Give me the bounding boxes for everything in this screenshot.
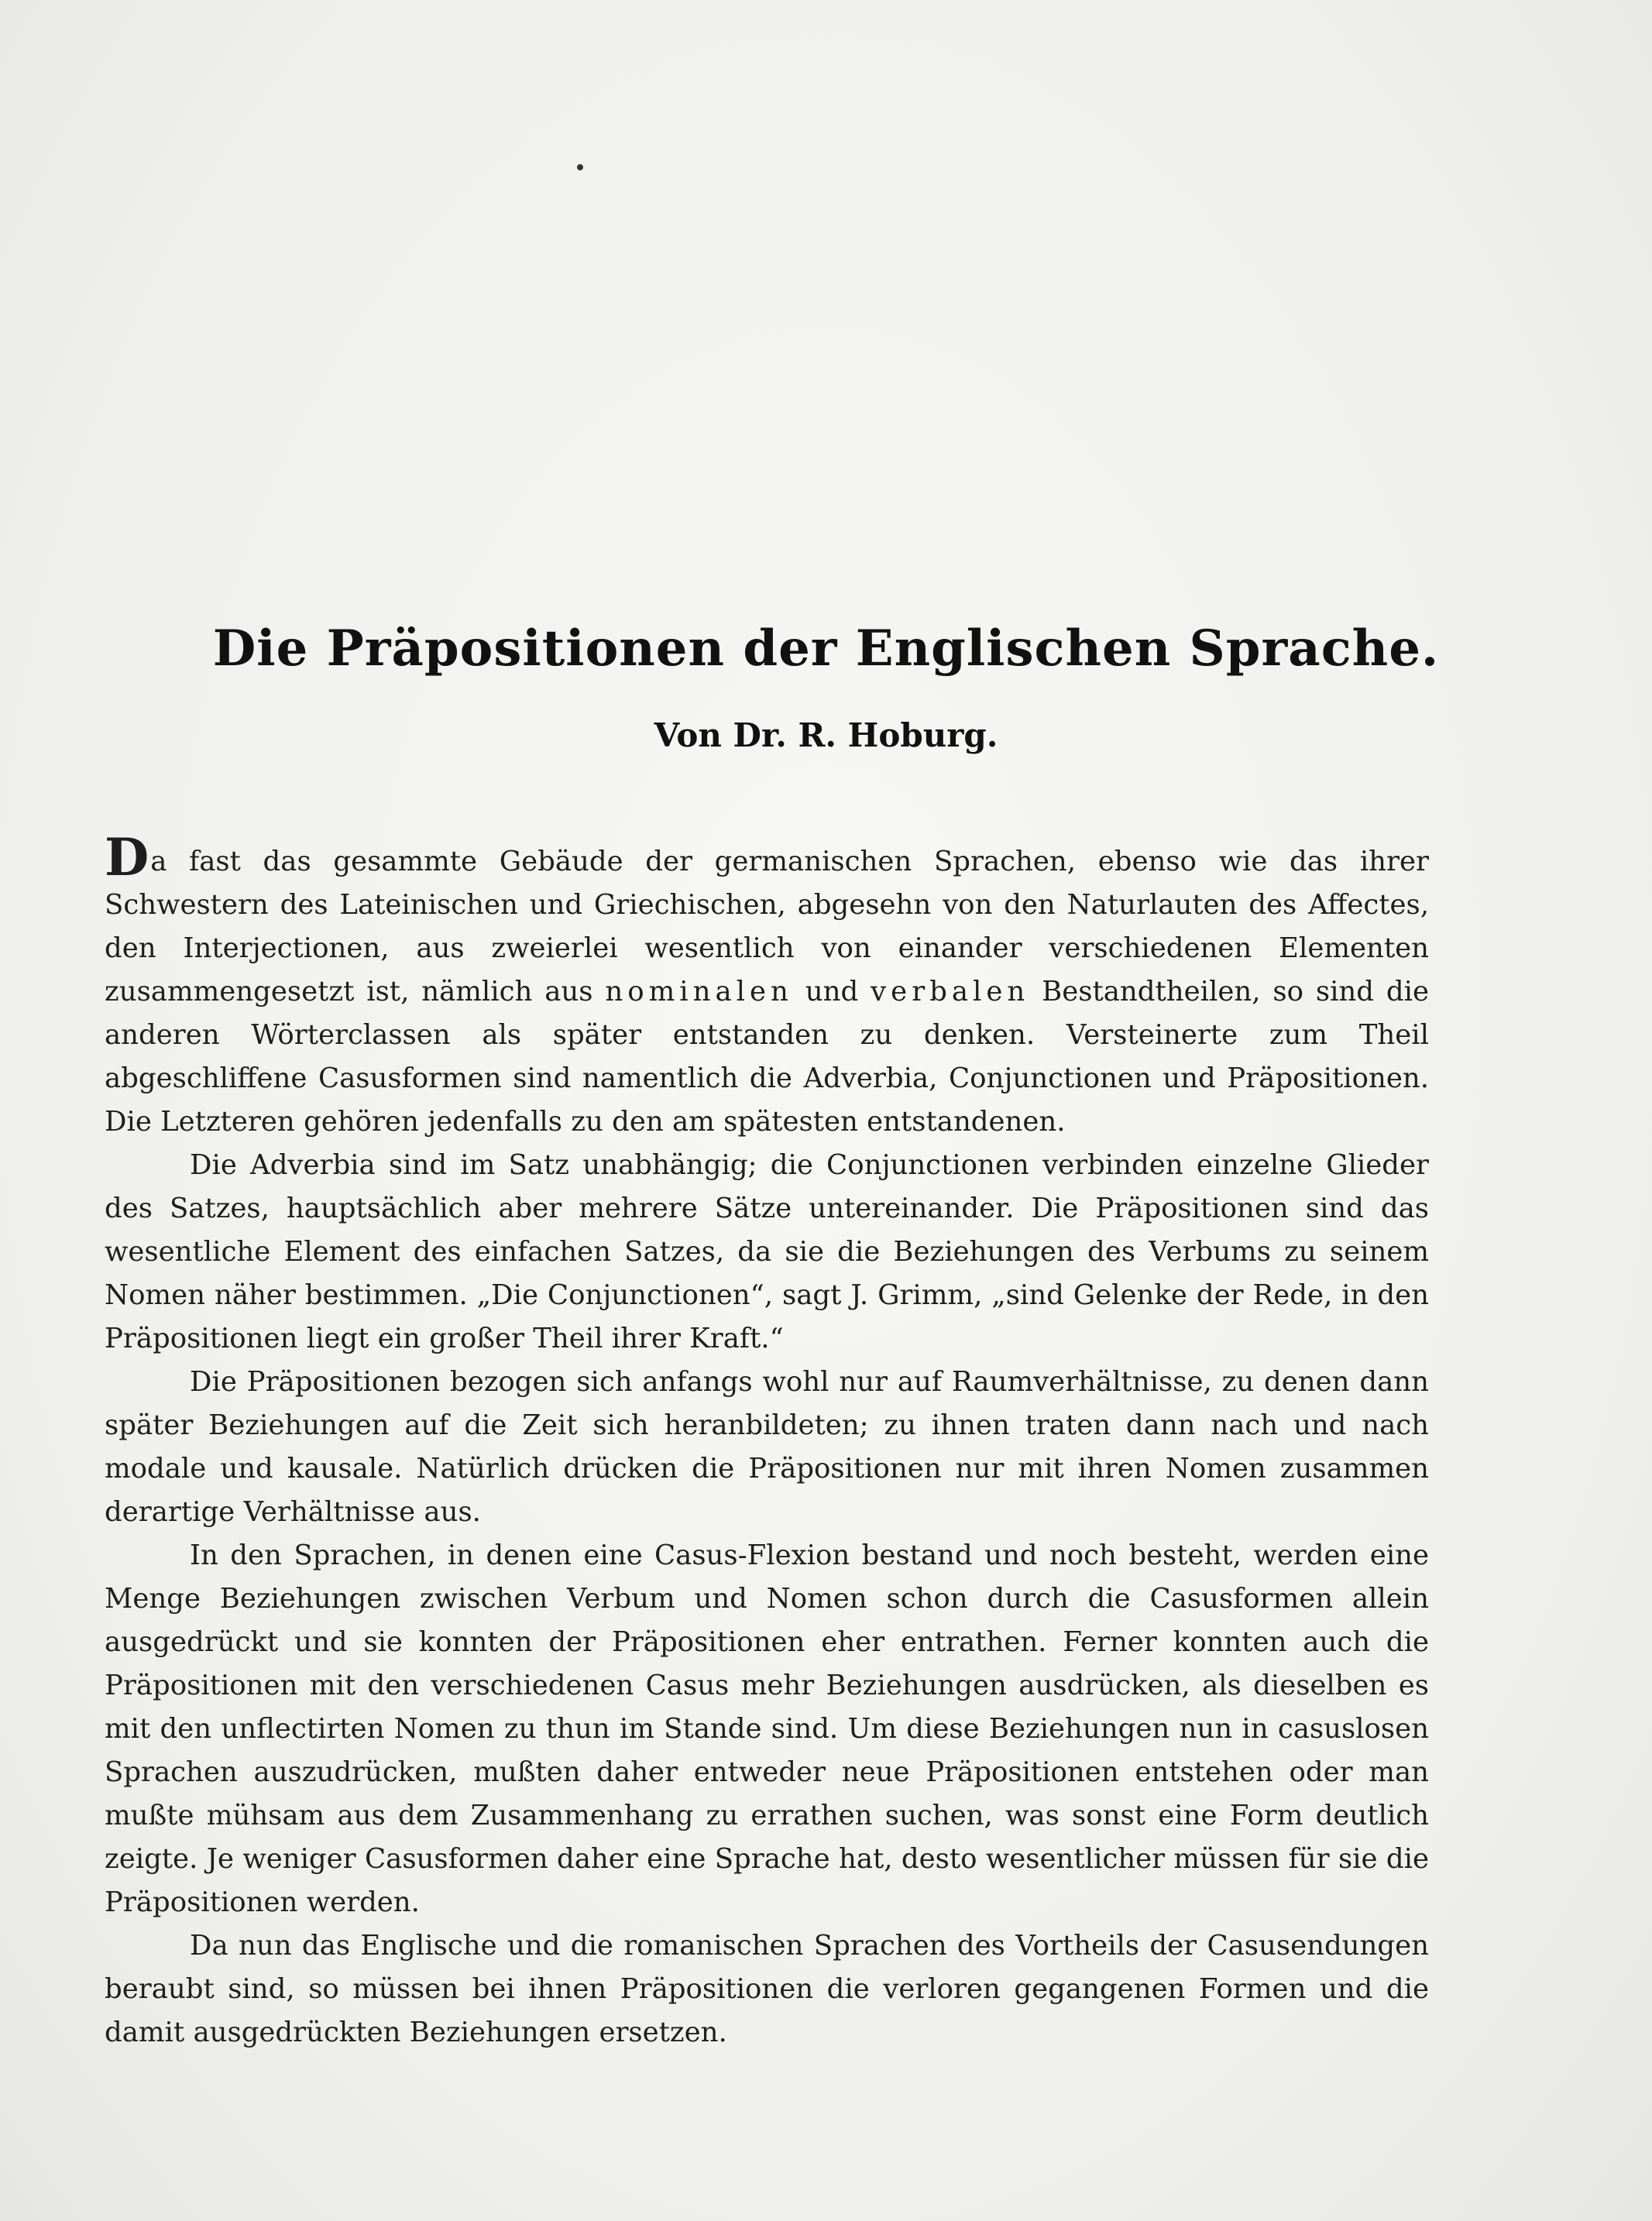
paragraph-1-rest: Bestandtheilen, so sind die anderen Wörterclassen als später entstanden zu denken. Versteinerte zum Theil abgeschliffene Casusformen sind namentlich die Adverbia, Conjunctionen und Präpositionen. Die Letzteren gehören jedenfalls zu den am spätesten entstandenen.: [105, 976, 1429, 1138]
paragraph-4: In den Sprachen, in denen eine Casus-Flexion bestand und noch besteht, werden eine Menge Beziehungen zwischen Verbum und Nomen schon durch die Casusformen allein ausgedrückt und sie konnten der Präpositionen eher entrathen. Ferner konnten auch die Präpositionen mit den verschiedenen Casus mehr Beziehungen ausdrücken, als dieselben es mit den unflectirten Nomen zu thun im Stande sind. Um diese Beziehungen nun in casuslosen Sprachen auszudrücken, mußten daher entweder neue Präpositionen entstehen oder man mußte mühsam aus dem Zusammenhang zu errathen suchen, was sonst eine Form deutlich zeigte. Je weniger Casusformen daher eine Sprache hat, desto wesentlicher müssen für sie die Präpositionen werden.: [105, 1540, 1429, 1918]
paragraph-3: Die Präpositionen bezogen sich anfangs wohl nur auf Raumverhältnisse, zu denen dann später Beziehungen auf die Zeit sich heranbildeten; zu ihnen traten dann nach und nach modale und kausale. Natürlich drücken die Präpositionen nur mit ihren Nomen zusammen derartige Verhältnisse aus.: [105, 1366, 1429, 1528]
emphasis-nominalen: nominalen: [605, 976, 793, 1008]
emphasis-verbalen: verbalen: [871, 976, 1030, 1008]
paragraph-1-lead: a fast das gesammte Gebäude der germanischen Sprachen, ebenso wie das ihrer Schwestern des Lateinischen und Griechischen, abgesehn von den Naturlauten des Affectes, den Interjectionen, aus zweierlei wesentlich von einander verschiedenen Elementen zusammengesetzt ist, nämlich aus: [105, 846, 1429, 1008]
paragraph-2: Die Adverbia sind im Satz unabhängig; die Conjunctionen verbinden einzelne Glieder des Satzes, hauptsächlich aber mehrere Sätze untereinander. Die Präpositionen sind das wesentliche Element des einfachen Satzes, da sie die Beziehungen des Verbums zu seinem Nomen näher bestimmen. „Die Conjunctionen“, sagt J. Grimm, „sind Gelenke der Rede, in den Präpositionen liegt ein großer Theil ihrer Kraft.“: [105, 1149, 1429, 1354]
paragraph-1-mid: und: [792, 976, 871, 1008]
paragraph-5: Da nun das Englische und die romanischen Sprachen des Vortheils der Casusendungen beraubt sind, so müssen bei ihnen Präpositionen die verloren gegangenen Formen und die damit ausgedrückten Beziehungen ersetzen.: [105, 1930, 1429, 2048]
article-author: Von Dr. R. Hoburg.: [654, 716, 998, 754]
ink-speck: [577, 164, 583, 170]
article-body: [105, 827, 1429, 2055]
article-title: Die Präpositionen der Englischen Sprache.: [212, 620, 1440, 678]
paragraph-1: [105, 827, 1429, 1144]
drop-cap: D: [105, 827, 149, 887]
